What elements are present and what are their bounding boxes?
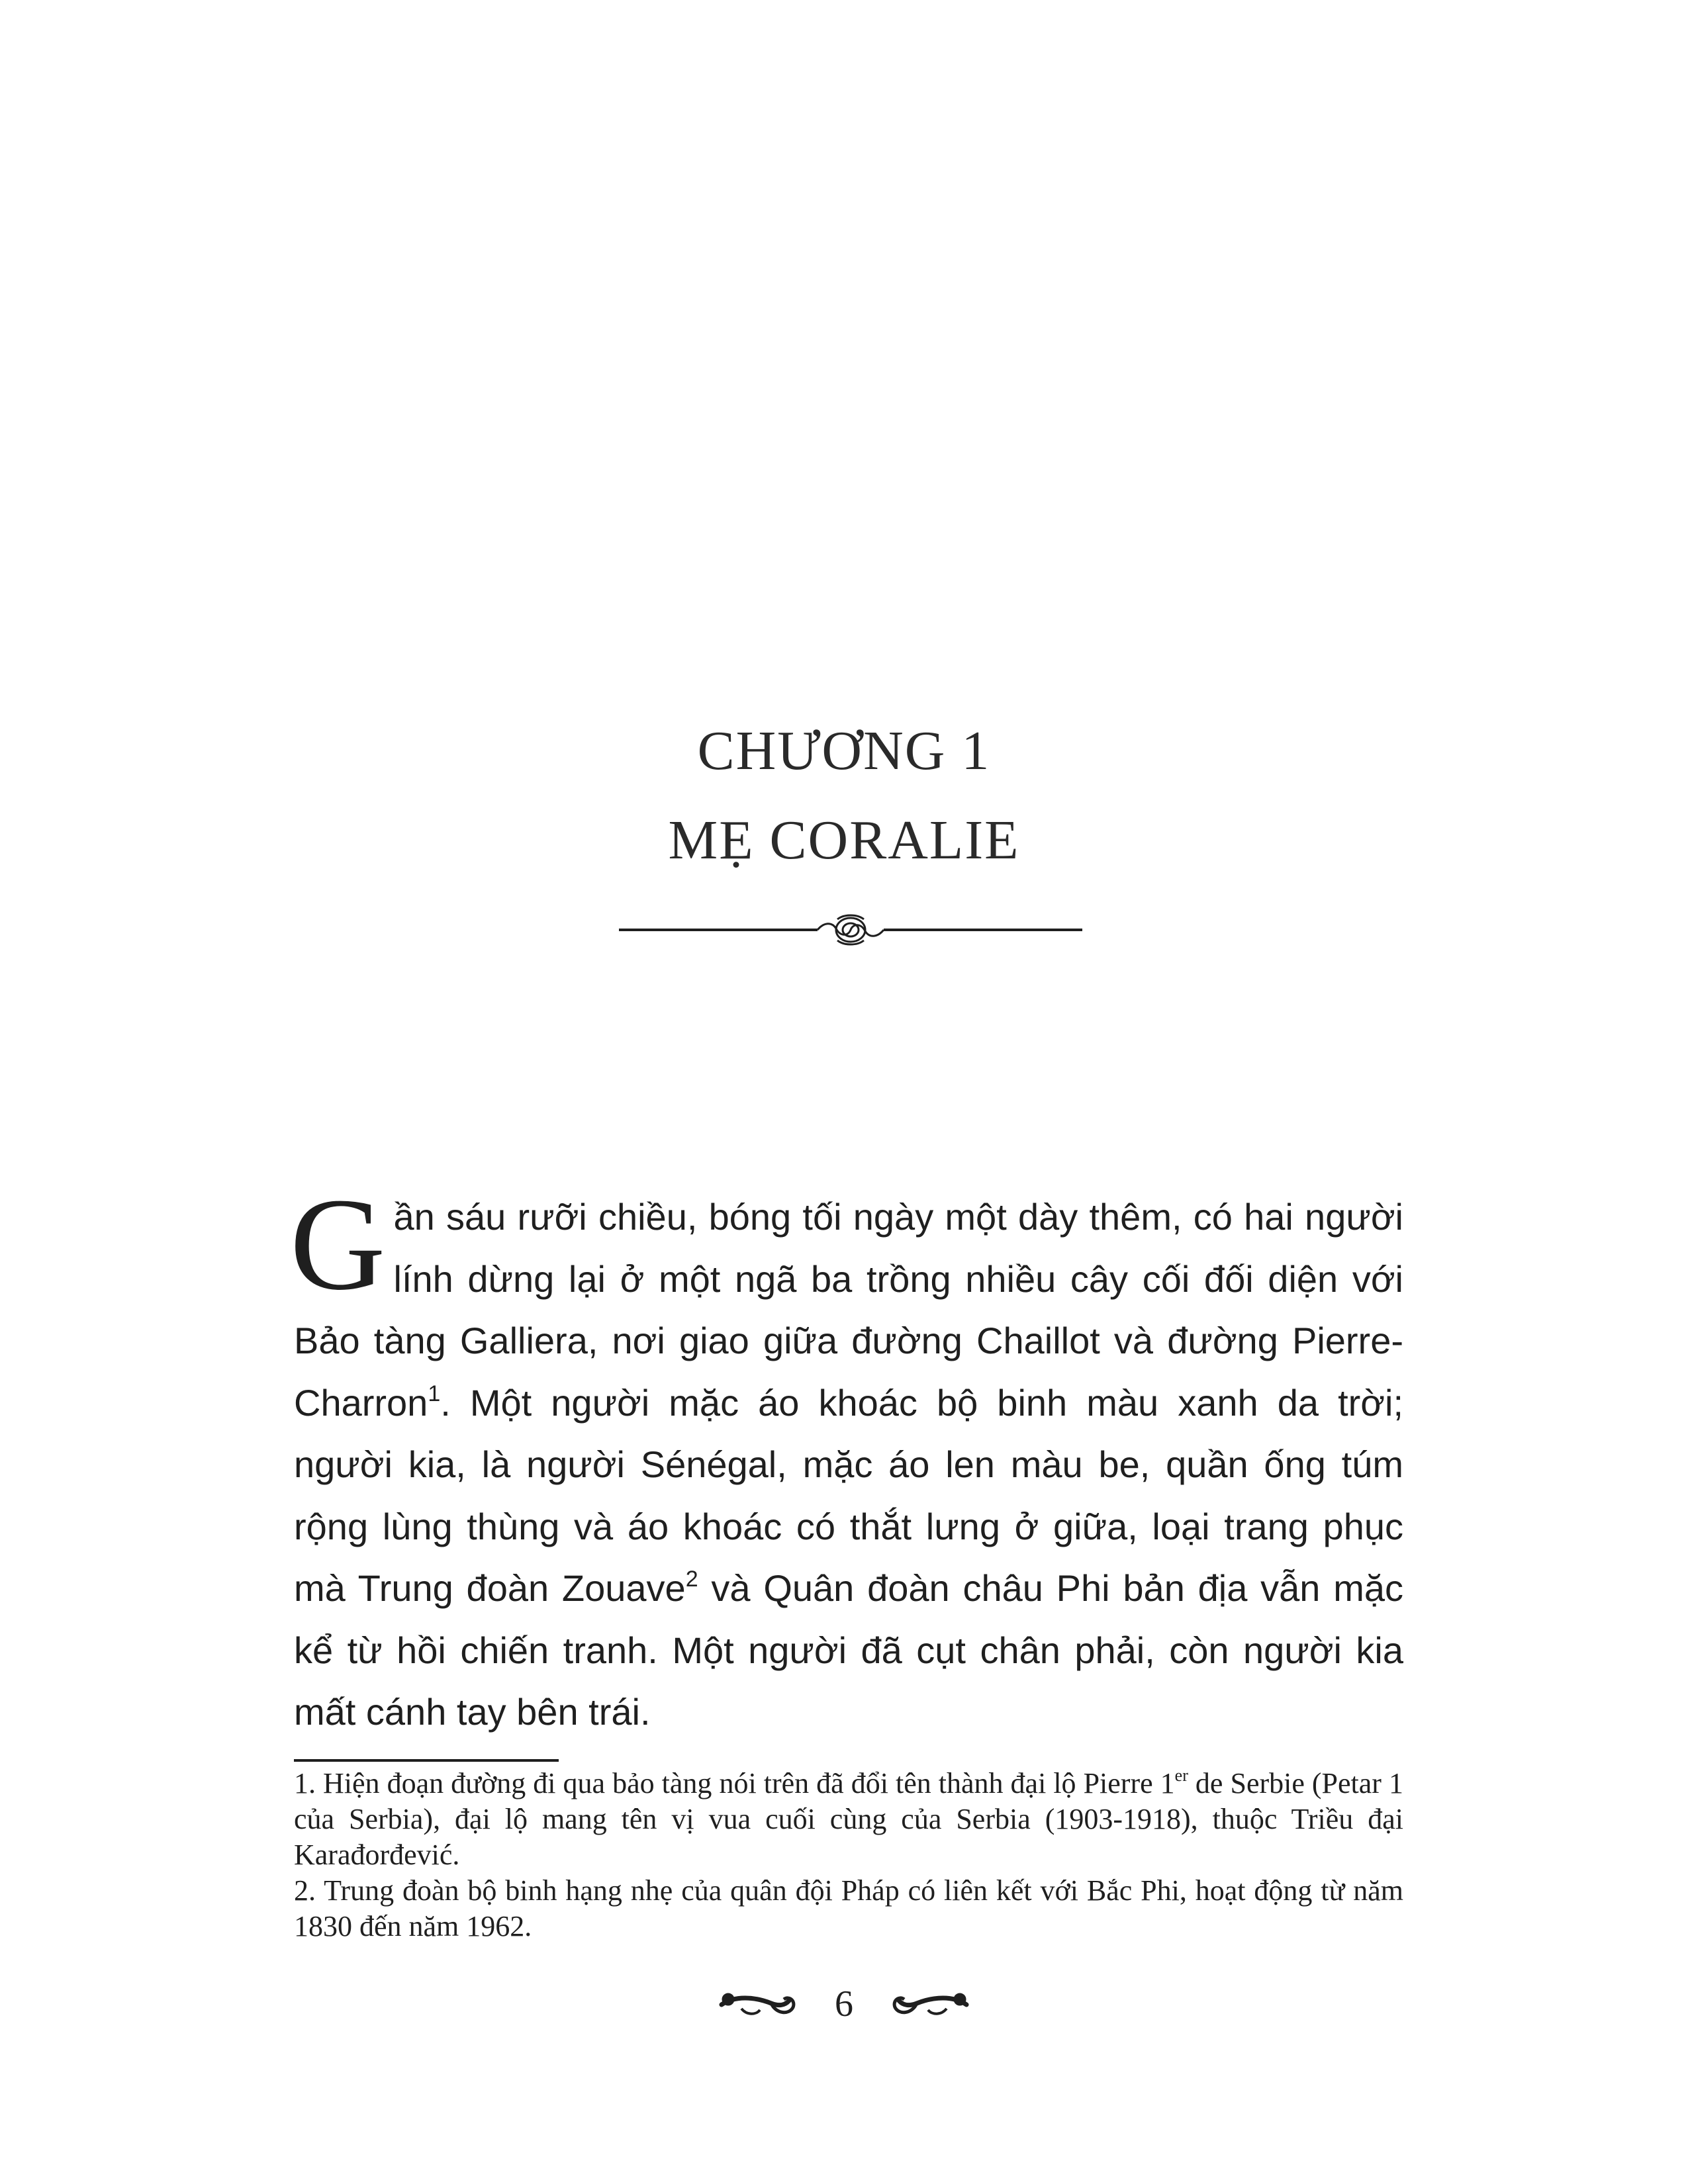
paragraph-text-part-1: ần sáu rưỡi chiều, bóng tối ngày một dày thêm, có hai người lính dừng lại ở một ngã ba trồng nhiều cây cối đối diện với Bảo tàng Galliera, nơi giao giữa đường Chaillot và đường Pierre-Charron: [294, 1196, 1403, 1424]
chapter-title: MẸ CORALIE: [668, 809, 1020, 871]
footnote-ref-1[interactable]: 1: [428, 1381, 441, 1406]
paragraph-text-part-2: . Một người mặc áo khoác bộ binh màu xanh da trời; người kia, là người Sénégal, mặc áo len màu be, quần ống túm rộng lùng thùng và áo khoác có thắt lưng ở giữa, loại trang phục mà Trung đoàn Zouave: [294, 1381, 1403, 1609]
scroll-ornament-left-icon: [715, 1982, 798, 2025]
footnote-2: 2. Trung đoàn bộ binh hạng nhẹ của quân đội Pháp có liên kết với Bắc Phi, hoạt động từ năm 1830 đến năm 1962.: [294, 1874, 1403, 1942]
paragraph-text-part-3: và Quân đoàn châu Phi bản địa vẫn mặc kể từ hồi chiến tranh. Một người đã cụt chân phải, còn người kia mất cánh tay bên trái.: [294, 1567, 1403, 1733]
scroll-ornament-right-icon: [890, 1982, 973, 2025]
drop-cap: G: [290, 1171, 386, 1318]
footnotes: [294, 1766, 1403, 1944]
footnote-separator: [294, 1759, 559, 1762]
page-footer: [0, 1976, 1688, 2035]
chapter-body-paragraph: [290, 1171, 1403, 1743]
flourish-divider-icon: [619, 910, 1082, 950]
footnote-1-superscript: er: [1174, 1766, 1188, 1785]
page-number: 6: [835, 1983, 853, 2025]
chapter-number: CHƯƠNG 1: [697, 720, 991, 782]
footnote-1-text-a: 1. Hiện đoạn đường đi qua bảo tàng nói trên đã đổi tên thành đại lộ Pierre 1: [294, 1767, 1175, 1799]
footnote-1-text-b: de Serbie (Petar 1 của Serbia), đại lộ mang tên vị vua cuối cùng của Serbia (1903-1918), thuộc Triều đại Karađorđević.: [294, 1767, 1403, 1871]
footnote-ref-2[interactable]: 2: [685, 1567, 698, 1592]
footnote-1: [294, 1766, 1403, 1873]
